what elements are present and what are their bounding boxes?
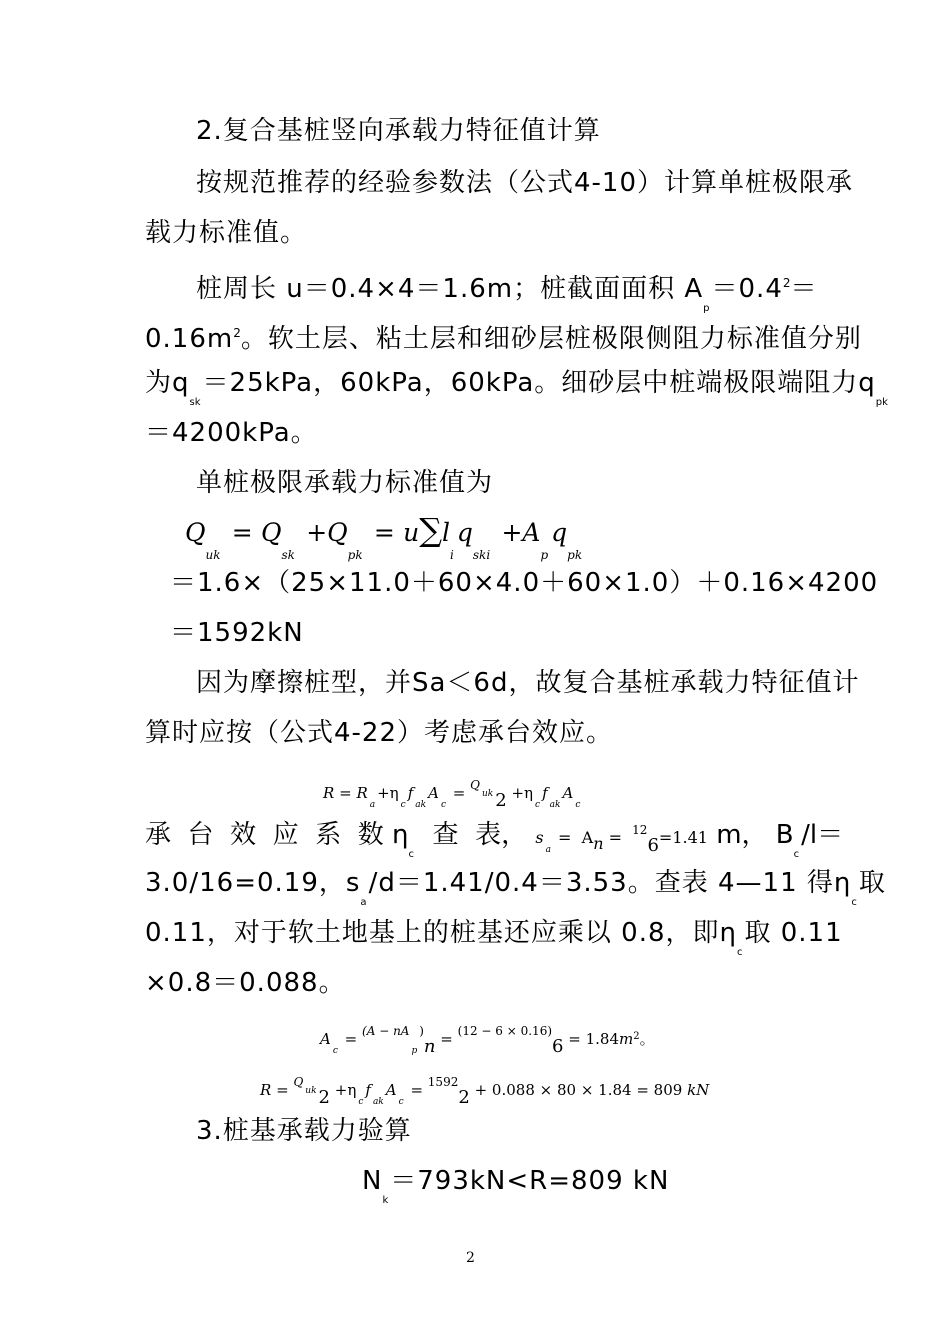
math-operator: = <box>276 1081 289 1099</box>
math-denominator: 2 <box>495 790 507 811</box>
paragraph-1-line-2: 载力标准值。 <box>145 218 308 248</box>
text: 系 <box>315 820 342 850</box>
math-symbol: f <box>365 1081 371 1099</box>
subscript: pk <box>875 397 888 408</box>
math-subscript: uk <box>305 1086 317 1096</box>
math-subscript: p <box>540 548 549 562</box>
math-symbol: A <box>522 518 541 547</box>
section-heading-3: 3.桩基承载力验算 <box>196 1116 412 1146</box>
calculation-line-2: ＝1592kN <box>170 618 304 648</box>
text: 0.16m <box>145 324 234 354</box>
math-operator: = <box>452 784 466 802</box>
math-subscript: c <box>400 800 406 810</box>
math-operator: = <box>608 828 622 847</box>
math-subscript: ak <box>549 800 561 810</box>
math-denominator: 6 <box>647 835 659 856</box>
subscript: p <box>703 303 710 314</box>
math-symbol: R <box>356 784 368 802</box>
math-subscript: sk <box>281 548 295 562</box>
math-symbol: A <box>428 784 439 802</box>
math-punctuation: 。 <box>639 1030 655 1048</box>
math-subscript: c <box>575 800 581 810</box>
math-denominator: 2 <box>318 1087 330 1108</box>
math-symbol: f <box>542 784 548 802</box>
math-symbol: f <box>407 784 414 802</box>
text: 取 0.11 <box>744 918 843 948</box>
math-operator: +η <box>511 784 534 802</box>
text: N <box>362 1166 383 1196</box>
text: /l＝ <box>801 820 844 850</box>
text: 桩周长 u＝0.4×4＝1.6m；桩截面面积 A <box>196 274 704 304</box>
subscript: k <box>382 1195 389 1206</box>
math-denominator: 2 <box>458 1087 470 1108</box>
subscript: a <box>360 897 367 908</box>
paragraph-1-line-1: 按规范推荐的经验参数法（公式4-10）计算单桩极限承 <box>196 168 854 198</box>
section-heading-2: 2.复合基桩竖向承载力特征值计算 <box>196 116 601 146</box>
math-numerator: ) <box>419 1024 424 1038</box>
math-subscript: ak <box>415 800 427 810</box>
math-operator: = <box>440 1030 453 1048</box>
math-subscript: p <box>411 1046 418 1056</box>
text: 。软土层、粘土层和细砂层桩极限侧阻力标准值分别 <box>240 324 862 354</box>
math-subscript: c <box>332 1046 338 1056</box>
math-denominator: 6 <box>552 1036 564 1057</box>
math-result: =1.41 <box>658 828 708 847</box>
subscript: c <box>851 897 857 908</box>
text: 承 <box>145 820 172 850</box>
text: 表， <box>475 820 528 850</box>
math-numerator: 1592 <box>427 1075 459 1089</box>
math-operator: = <box>344 1030 358 1048</box>
paragraph-4-line-2: 算时应按（公式4-22）考虑承台效应。 <box>145 718 614 748</box>
subscript: c <box>793 849 800 860</box>
text: B <box>775 820 794 850</box>
math-subscript: ski <box>472 548 491 562</box>
formula-r-result <box>260 1073 709 1111</box>
sum-symbol: ∑ <box>419 511 443 549</box>
math-numerator: 12 <box>632 823 648 837</box>
math-subscript: i <box>450 548 454 562</box>
math-symbol: R <box>323 784 335 802</box>
math-subscript: a <box>369 800 376 810</box>
text: 数 <box>357 820 384 850</box>
math-subscript: ak <box>372 1097 384 1107</box>
text: 台 <box>187 820 214 850</box>
math-symbol: A <box>562 784 574 802</box>
math-expression: + 0.088 × 80 × 1.84 = 809 <box>474 1081 683 1099</box>
math-result: = 1.84 <box>568 1030 619 1048</box>
math-numerator: (A − nA <box>362 1024 410 1038</box>
text: m， <box>716 820 768 850</box>
subscript: c <box>736 947 743 958</box>
paragraph-5-line-3 <box>145 918 843 968</box>
math-operator: = <box>373 518 395 547</box>
text: 效 <box>230 820 257 850</box>
formula-r-composite <box>323 776 582 814</box>
paragraph-2-line-1 <box>196 268 818 324</box>
math-operator: = <box>558 828 572 847</box>
inline-formula-sa <box>535 823 708 856</box>
math-subscript: c <box>398 1097 404 1107</box>
superscript: 2 <box>233 326 241 340</box>
math-operator: = <box>339 784 352 802</box>
math-operator: = <box>410 1081 424 1099</box>
math-operator: = <box>231 518 253 547</box>
math-subscript: a <box>545 845 551 855</box>
text: 查 <box>432 820 459 850</box>
math-subscript: uk <box>205 548 221 562</box>
text: /d＝1.41/0.4＝3.53。查表 4—11 得η <box>368 868 852 898</box>
math-symbol: u <box>403 518 420 547</box>
paragraph-4-line-1: 因为摩擦桩型，并Sa＜6d，故复合基桩承载力特征值计 <box>196 668 860 698</box>
paragraph-3: 单桩极限承载力标准值为 <box>196 468 494 498</box>
paragraph-2-line-3 <box>145 368 890 418</box>
text: ＝793kN<R=809 kN <box>390 1166 670 1196</box>
text: 取 <box>858 868 886 898</box>
paragraph-2-line-2 <box>145 318 862 354</box>
math-symbol: Q <box>293 1075 304 1089</box>
paragraph-5-line-1 <box>145 815 843 870</box>
math-symbol: q <box>551 518 568 547</box>
formula-ac <box>320 1022 655 1060</box>
math-symbol: Q <box>260 518 282 547</box>
text: 0.11，对于软土地基上的桩基还应乘以 0.8，即η <box>145 918 737 948</box>
math-superscript: 2 <box>633 1031 640 1042</box>
math-denominator: n <box>423 1036 436 1057</box>
check-line <box>362 1166 669 1216</box>
text: 为q <box>145 368 190 398</box>
text: η <box>392 820 409 850</box>
page-number: 2 <box>466 1250 475 1266</box>
math-subscript: uk <box>481 789 494 799</box>
math-symbol: s <box>535 828 544 847</box>
math-symbol: n <box>593 834 604 853</box>
formula-quk <box>185 511 585 570</box>
paragraph-5-line-2 <box>145 868 886 918</box>
superscript: 2 <box>782 276 791 290</box>
math-subscript: pk <box>347 548 363 562</box>
math-numerator: (12 − 6 × 0.16) <box>457 1024 553 1038</box>
math-operator: + <box>501 518 523 547</box>
math-symbol: A <box>385 1081 397 1099</box>
math-symbol: Q <box>327 518 348 547</box>
math-subscript: pk <box>567 548 583 562</box>
math-operator: +η <box>377 784 399 802</box>
text: ＝0.4 <box>711 274 783 304</box>
math-unit: kN <box>687 1081 710 1099</box>
math-subscript: c <box>535 800 541 810</box>
text: 3.0/16=0.19，s <box>145 868 361 898</box>
math-symbol: Q <box>470 778 480 792</box>
math-symbol: m <box>619 1030 634 1048</box>
math-symbol: Q <box>185 518 206 547</box>
calculation-line-1: ＝1.6×（25×11.0＋60×4.0＋60×1.0）＋0.16×4200 <box>170 568 879 598</box>
math-operator: +η <box>334 1081 357 1099</box>
math-symbol: A <box>581 828 594 847</box>
paragraph-5-line-4: ×0.8＝0.088。 <box>145 968 346 998</box>
subscript: sk <box>189 397 201 408</box>
math-symbol: A <box>320 1030 331 1048</box>
text: 应 <box>272 820 299 850</box>
math-symbol: R <box>260 1081 272 1099</box>
text: ＝ <box>790 274 818 304</box>
math-subscript: c <box>358 1097 364 1107</box>
math-operator: + <box>306 518 328 547</box>
math-subscript: c <box>440 800 446 810</box>
subscript: c <box>408 849 414 860</box>
math-symbol: l <box>442 518 451 547</box>
math-symbol: q <box>456 518 473 547</box>
paragraph-2-line-4: ＝4200kPa。 <box>145 418 318 448</box>
text: ＝25kPa，60kPa，60kPa。细砂层中桩端极限端阻力q <box>202 368 876 398</box>
